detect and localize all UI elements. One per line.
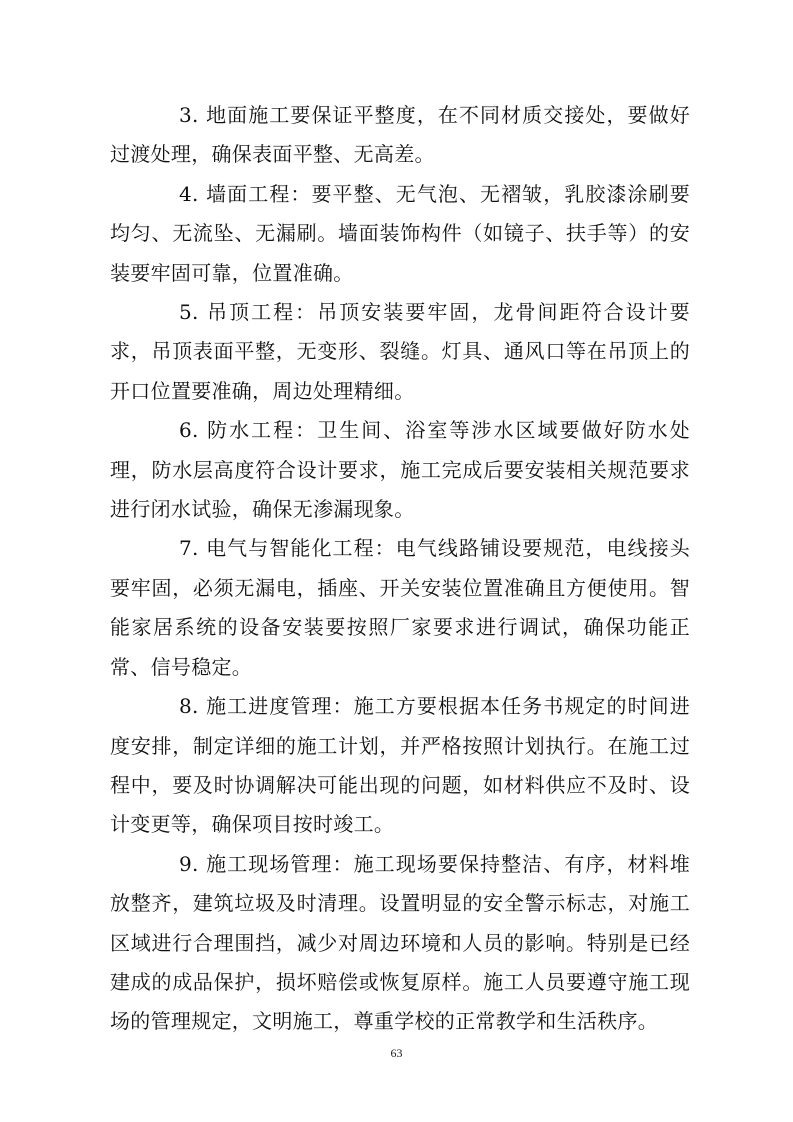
paragraph-site-management: 9. 施工现场管理：施工现场要保持整洁、有序，材料堆放整齐，建筑垃圾及时清理。设置明显的安全警示标志，对施工区域进行合理围挡，减少对周边环境和人员的影响。特别是已经建成的成品保护，损坏赔偿或恢复原样。施工人员要遵守施工现场的管理规定，文明施工，尊重学校的正常教学和生活秩序。 [110, 851, 690, 1034]
paragraph-schedule-management: 8. 施工进度管理：施工方要根据本任务书规定的时间进度安排，制定详细的施工计划，并严格按照计划执行。在施工过程中，要及时协调解决可能出现的问题，如材料供应不及时、设计变更等，确保项目按时竣工。 [110, 694, 690, 837]
document-body [110, 96, 690, 1042]
paragraph-ground-construction: 3. 地面施工要保证平整度，在不同材质交接处，要做好过渡处理，确保表面平整、无高差。 [110, 103, 690, 167]
paragraph-electrical-smart: 7. 电气与智能化工程：电气线路铺设要规范，电线接头要牢固，必须无漏电，插座、开关安装位置准确且方便使用。智能家居系统的设备安装要按照厂家要求进行调试，确保功能正常、信号稳定。 [110, 536, 690, 679]
paragraph-ceiling-works: 5. 吊顶工程：吊顶安装要牢固，龙骨间距符合设计要求，吊顶表面平整，无变形、裂缝。灯具、通风口等在吊顶上的开口位置要准确，周边处理精细。 [110, 300, 690, 403]
page-number: 63 [390, 1046, 403, 1060]
paragraph-wall-works: 4. 墙面工程：要平整、无气泡、无褶皱，乳胶漆涂刷要均匀、无流坠、无漏刷。墙面装饰构件（如镜子、扶手等）的安装要牢固可靠，位置准确。 [110, 181, 690, 285]
paragraph-waterproofing: 6. 防水工程：卫生间、浴室等涉水区域要做好防水处理，防水层高度符合设计要求，施工完成后要安装相关规范要求进行闭水试验，确保无渗漏现象。 [110, 418, 690, 522]
